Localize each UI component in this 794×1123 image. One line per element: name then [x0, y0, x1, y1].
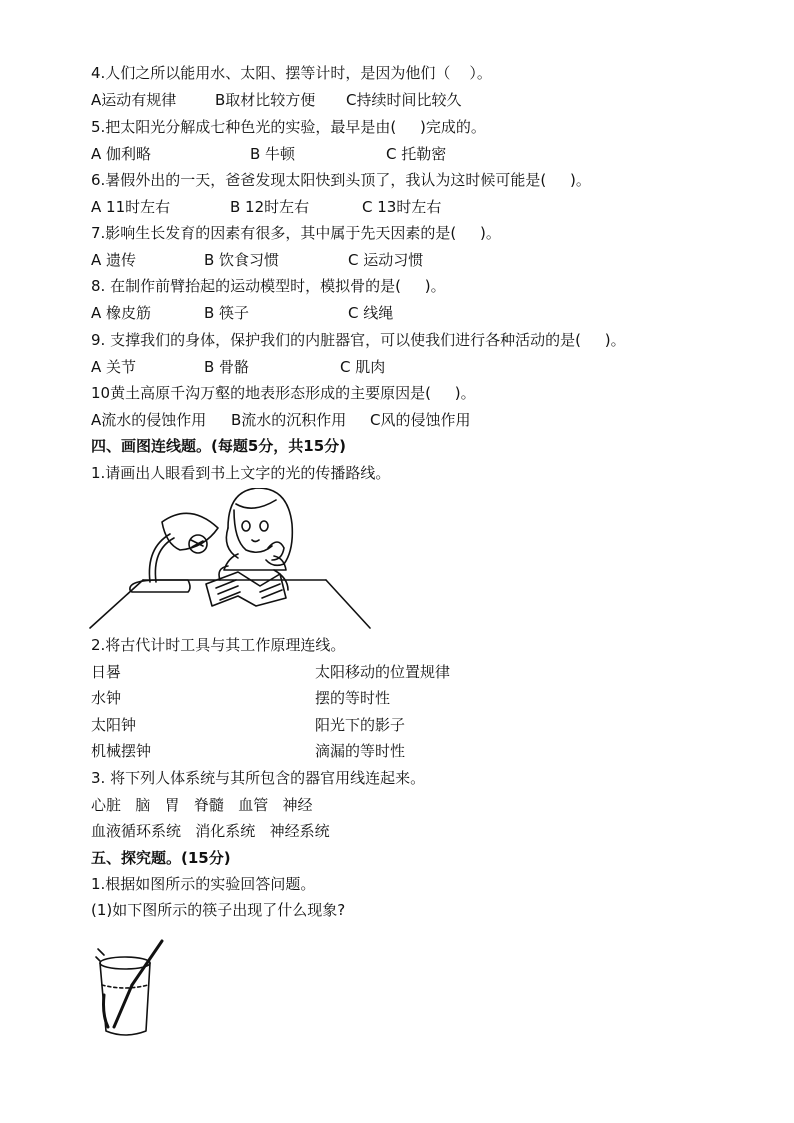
- question-stem: 6.暑假外出的一天，爸爸发现太阳快到头顶了，我认为这时候可能是( )。: [91, 171, 591, 189]
- question-stem: 7.影响生长发育的因素有很多，其中属于先天因素的是( )。: [91, 224, 501, 242]
- sub-question-text: (1)如下图所示的筷子出现了什么现象?: [91, 901, 346, 919]
- reading-girl-lamp-illustration: [88, 488, 388, 630]
- working-principle: 太阳移动的位置规律: [315, 663, 451, 681]
- option-b: B 12时左右: [230, 198, 310, 216]
- chopstick: [132, 941, 162, 985]
- system-list: 血液循环系统 消化系统 神经系统: [91, 822, 330, 840]
- option-c: C 肌肉: [340, 358, 386, 376]
- option-b: B 牛顿: [250, 145, 296, 163]
- glass-with-chopstick-illustration: [92, 935, 172, 1047]
- working-principle: 滴漏的等时性: [315, 742, 406, 760]
- option-a: A 关节: [91, 358, 137, 376]
- option-c: C 线绳: [348, 304, 394, 322]
- question-text: 3. 将下列人体系统与其所包含的器官用线连起来。: [91, 769, 426, 787]
- section-heading: 四、画图连线题。(每题5分，共15分): [91, 437, 347, 455]
- option-c: C 13时左右: [362, 198, 442, 216]
- timing-tool: 机械摆钟: [91, 742, 152, 760]
- option-c: C 托勒密: [386, 145, 447, 163]
- question-text: 2.将古代计时工具与其工作原理连线。: [91, 636, 346, 654]
- question-text: 1.请画出人眼看到书上文字的光的传播路线。: [91, 464, 391, 482]
- option-b: B 骨骼: [204, 358, 250, 376]
- option-a: A 伽利略: [91, 145, 152, 163]
- option-a: A 11时左右: [91, 198, 171, 216]
- timing-tool: 太阳钟: [91, 716, 137, 734]
- option-c: C持续时间比较久: [346, 91, 462, 109]
- question-stem: 5.把太阳光分解成七种色光的实验，最早是由( )完成的。: [91, 118, 486, 136]
- timing-tool: 日晷: [91, 663, 122, 681]
- question-stem: 4.人们之所以能用水、太阳、摆等计时，是因为他们（ ）。: [91, 64, 492, 82]
- timing-tool: 水钟: [91, 689, 122, 707]
- book: [206, 572, 286, 606]
- option-a: A运动有规律: [91, 91, 177, 109]
- option-a: A流水的侵蚀作用: [91, 411, 207, 429]
- option-b: B流水的沉积作用: [231, 411, 347, 429]
- lamp-head: [162, 513, 218, 550]
- question-stem: 9. 支撑我们的身体，保护我们的内脏器官，可以使我们进行各种活动的是( )。: [91, 331, 626, 349]
- option-c: C风的侵蚀作用: [370, 411, 471, 429]
- working-principle: 阳光下的影子: [315, 716, 406, 734]
- question-stem: 10黄土高原千沟万壑的地表形态形成的主要原因是( )。: [91, 384, 476, 402]
- option-b: B 筷子: [204, 304, 250, 322]
- option-b: B取材比较方便: [215, 91, 316, 109]
- option-c: C 运动习惯: [348, 251, 424, 269]
- organ-list: 心脏 脑 胃 脊髓 血管 神经: [91, 796, 313, 814]
- lamp-base: [130, 580, 190, 592]
- working-principle: 摆的等时性: [315, 689, 391, 707]
- option-b: B 饮食习惯: [204, 251, 280, 269]
- option-a: A 橡皮筋: [91, 304, 152, 322]
- question-text: 1.根据如图所示的实验回答问题。: [91, 875, 316, 893]
- option-a: A 遗传: [91, 251, 137, 269]
- question-stem: 8. 在制作前臂抬起的运动模型时，模拟骨的是( )。: [91, 277, 446, 295]
- section-heading: 五、探究题。(15分): [91, 849, 231, 867]
